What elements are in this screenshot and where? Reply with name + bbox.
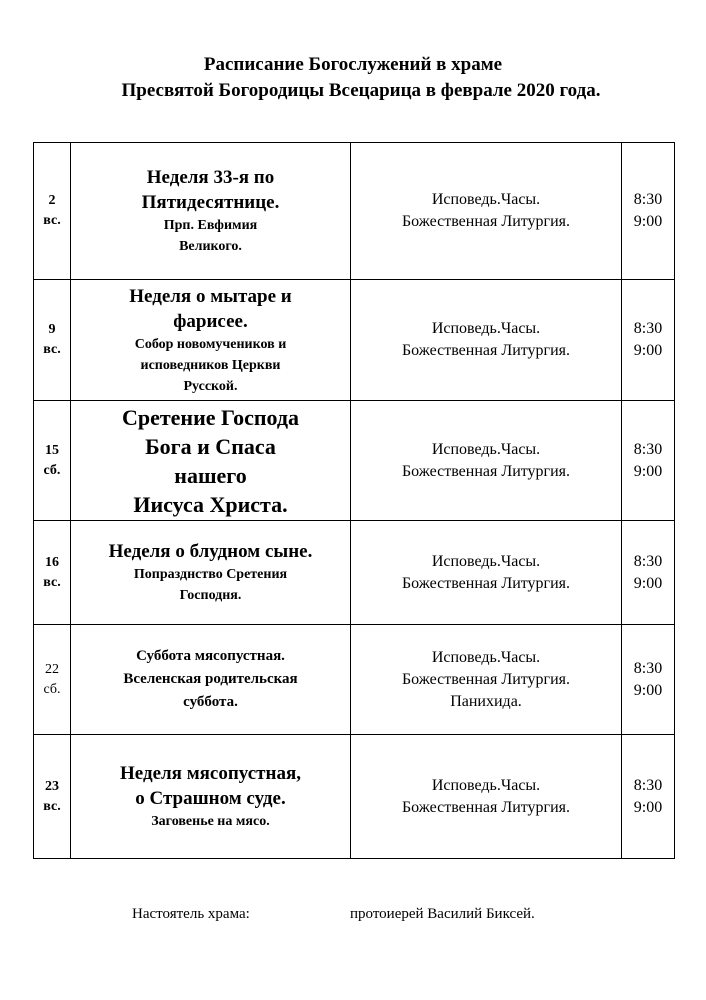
service-line: Божественная Литургия. [401, 462, 571, 480]
day-number: 16 [45, 554, 59, 570]
table-row [34, 735, 675, 859]
event-title-line: Пятидесятнице. [141, 192, 280, 213]
day-number: 15 [45, 442, 59, 458]
event-title-line: суббота. [183, 694, 238, 710]
event-cell [71, 625, 351, 735]
time-line: 9:00 [633, 681, 663, 699]
weekday: вс. [43, 574, 61, 590]
time-line: 9:00 [633, 574, 663, 592]
event-title-line: Бога и Спаса [145, 433, 276, 459]
event-cell [71, 280, 351, 401]
table-row [34, 521, 675, 625]
date-cell [34, 625, 71, 735]
event-subtitle-line: Попразднство Сретения [133, 567, 288, 582]
service-line: Исповедь.Часы. [431, 440, 541, 458]
table-row [34, 401, 675, 521]
rector-name: протоиерей Василий Биксей. [350, 906, 535, 922]
service-line: Божественная Литургия. [401, 574, 571, 592]
service-line: Божественная Литургия. [401, 670, 571, 688]
weekday: вс. [43, 798, 61, 814]
time-line: 9:00 [633, 213, 663, 230]
table-row [34, 280, 675, 401]
service-cell [351, 143, 622, 280]
service-cell [351, 280, 622, 401]
date-cell [34, 521, 71, 625]
day-number: 22 [45, 661, 59, 677]
event-subtitle-line: Господня. [179, 588, 242, 603]
date-cell [34, 280, 71, 401]
date-cell [34, 401, 71, 521]
time-line: 8:30 [633, 320, 663, 337]
weekday: сб. [43, 462, 61, 478]
date-cell [34, 735, 71, 859]
time-cell [622, 401, 675, 521]
event-subtitle-line: Заговенье на мясо. [151, 814, 270, 829]
schedule-table [33, 142, 675, 859]
service-line: Божественная Литургия. [401, 342, 571, 359]
time-line: 8:30 [633, 776, 663, 794]
time-cell [622, 280, 675, 401]
event-title-line: о Страшном суде. [135, 788, 286, 809]
event-cell [71, 521, 351, 625]
weekday: сб. [43, 681, 61, 697]
time-cell [622, 143, 675, 280]
event-cell [71, 143, 351, 280]
time-line: 9:00 [633, 462, 663, 480]
event-title-line: Сретение Господа [121, 404, 300, 430]
day-number: 9 [48, 322, 56, 337]
event-title-line: Суббота мясопустная. [136, 648, 285, 664]
event-title-line: Иисуса Христа. [133, 491, 288, 517]
service-line: Исповедь.Часы. [431, 552, 541, 570]
service-line: Исповедь.Часы. [431, 191, 541, 208]
page-title-line-1: Расписание Богослужений в храме [203, 54, 503, 75]
event-title-line: Вселенская родительская [123, 671, 298, 687]
event-subtitle-line: исповедников Церкви [140, 357, 281, 373]
service-line: Исповедь.Часы. [431, 776, 541, 794]
service-line: Панихида. [450, 692, 522, 710]
event-subtitle-line: Великого. [179, 239, 242, 254]
time-cell [622, 521, 675, 625]
service-line: Божественная Литургия. [401, 213, 571, 230]
event-subtitle-line: Собор новомучеников и [134, 336, 287, 352]
event-title-line: фарисее. [173, 310, 248, 332]
event-title-line: Неделя о блудном сыне. [108, 541, 313, 562]
time-cell [622, 625, 675, 735]
event-title-line: нашего [174, 462, 247, 488]
page-title-line-2: Пресвятой Богородицы Всецарица в феврале 2020 года. [121, 80, 601, 101]
table-row [34, 143, 675, 280]
time-cell [622, 735, 675, 859]
time-line: 9:00 [633, 798, 663, 816]
date-cell [34, 143, 71, 280]
service-cell [351, 521, 622, 625]
event-title-line: Неделя мясопустная, [120, 763, 301, 784]
service-line: Божественная Литургия. [401, 798, 571, 816]
service-cell [351, 735, 622, 859]
event-subtitle-line: Прп. Евфимия [163, 218, 258, 233]
service-cell [351, 401, 622, 521]
event-title-line: Неделя о мытаре и [129, 285, 292, 307]
rector-label: Настоятель храма: [132, 906, 250, 922]
service-line: Исповедь.Часы. [431, 320, 541, 337]
time-line: 8:30 [633, 659, 663, 677]
weekday: вс. [43, 213, 61, 228]
time-line: 8:30 [633, 552, 663, 570]
weekday: вс. [43, 342, 61, 357]
service-line: Исповедь.Часы. [431, 648, 541, 666]
time-line: 8:30 [633, 191, 663, 208]
time-line: 9:00 [633, 342, 663, 359]
time-line: 8:30 [633, 440, 663, 458]
service-cell [351, 625, 622, 735]
day-number: 2 [48, 193, 56, 208]
event-cell [71, 401, 351, 521]
event-title-line: Неделя 33-я по [146, 167, 275, 188]
event-cell [71, 735, 351, 859]
day-number: 23 [45, 778, 59, 794]
event-subtitle-line: Русской. [183, 378, 238, 394]
table-row [34, 625, 675, 735]
